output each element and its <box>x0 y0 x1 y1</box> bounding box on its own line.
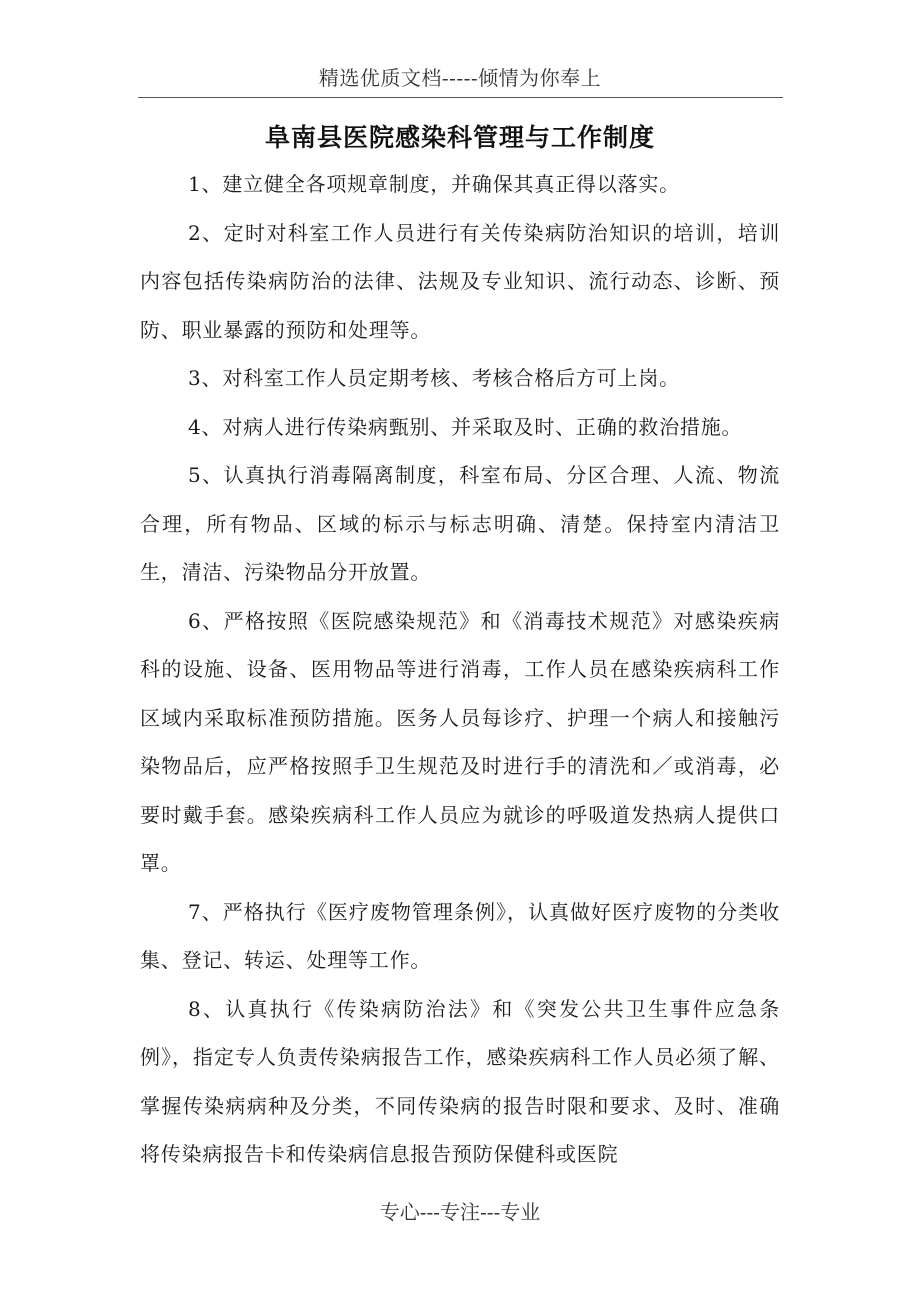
paragraph-5: 5、认真执行消毒隔离制度，科室布局、分区合理、人流、物流合理，所有物品、区域的标示与标志明确、清楚。保持室内清洁卫生，清洁、污染物品分开放置。 <box>140 463 780 584</box>
page-header: 精选优质文档-----倾情为你奉上 <box>318 66 602 90</box>
paragraph-1: 1、建立健全各项规章制度，并确保其真正得以落实。 <box>188 172 680 196</box>
document-body <box>140 160 780 1179</box>
paragraph-2: 2、定时对科室工作人员进行有关传染病防治知识的培训，培训内容包括传染病防治的法律、法规及专业知识、流行动态、诊断、预防、职业暴露的预防和处理等。 <box>140 220 780 342</box>
paragraph-8: 8、认真执行《传染病防治法》和《突发公共卫生事件应急条例》，指定专人负责传染病报告工作，感染疾病科工作人员必须了解、掌握传染病病种及分类，不同传染病的报告时限和要求、及时、准确将传染病报告卡和传染病信息报告预防保健科或医院 <box>140 996 780 1166</box>
header-divider <box>138 97 783 98</box>
page-footer: 专心---专注---专业 <box>379 1200 541 1224</box>
paragraph-7: 7、严格执行《医疗废物管理条例》，认真做好医疗废物的分类收集、登记、转运、处理等工作。 <box>140 899 780 972</box>
document-title: 阜南县医院感染科管理与工作制度 <box>264 123 655 152</box>
paragraph-4: 4、对病人进行传染病甄别、并采取及时、正确的救治措施。 <box>188 414 743 439</box>
paragraph-3: 3、对科室工作人员定期考核、考核合格后方可上岗。 <box>188 366 680 390</box>
paragraph-6: 6、严格按照《医院感染规范》和《消毒技术规范》对感染疾病科的设施、设备、医用物品等进行消毒，工作人员在感染疾病科工作区域内采取标准预防措施。医务人员每诊疗、护理一个病人和接触污染物品后，应严格按照手卫生规范及时进行手的清洗和／或消毒，必要时戴手套。感染疾病科工作人员应为就诊的呼吸道发热病人提供口罩。 <box>140 608 780 875</box>
